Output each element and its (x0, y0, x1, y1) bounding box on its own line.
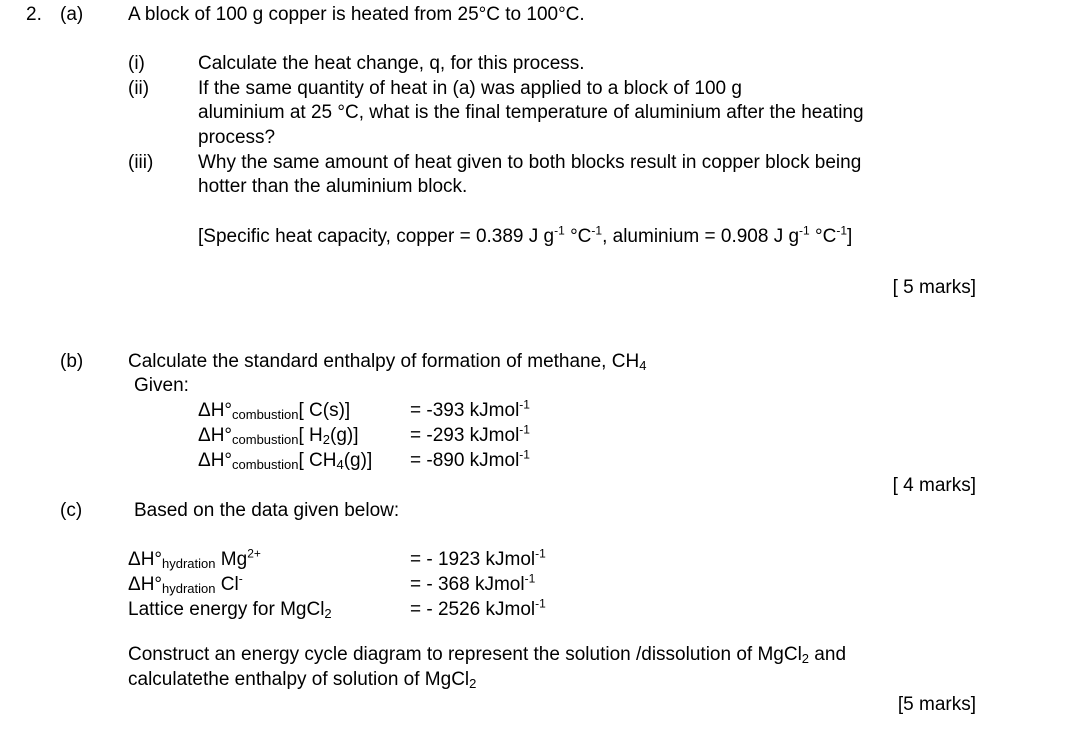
part-c-task-line2: calculatethe enthalpy of solution of MgCl$_2$ (128, 669, 477, 691)
subpart-iii-line1: Why the same amount of heat given to both blocks result in copper block being (198, 152, 862, 173)
hydration-row-chloride: $\Delta H^\circ_{hydration}$ Cl- (128, 571, 243, 596)
part-b-label: (b) (60, 351, 84, 372)
lattice-energy-value: = - 2526 kJmol$^{-1}$ (410, 596, 546, 620)
subpart-ii-label: (ii) (128, 78, 150, 99)
lattice-energy-label: Lattice energy for MgCl$_2$ (128, 599, 332, 621)
subpart-iii-label: (iii) (128, 152, 154, 173)
combustion-row-methane: $\Delta H^\circ_{combustion}$[ $CH_4(g)$] (198, 450, 373, 472)
part-a-marks: [ 5 marks] (892, 277, 976, 298)
hydration-value-chloride: = - 368 kJmol$^{-1}$ (410, 571, 536, 595)
subpart-ii-line3: process? (198, 127, 276, 148)
subpart-i-label: (i) (128, 53, 145, 74)
question-number: 2. (26, 4, 42, 25)
part-c-label: (c) (60, 500, 83, 521)
part-b-stem: Calculate the standard enthalpy of formation of methane, $CH_4$ (128, 351, 647, 373)
combustion-row-carbon: $\Delta H^\circ_{combustion}$[ C(s)] (198, 400, 351, 422)
part-b-given: Given: (134, 375, 189, 396)
combustion-value-carbon: = -393 kJmol$^{-1}$ (410, 397, 530, 421)
subpart-ii-line2: aluminium at 25 °C, what is the final temperature of aluminium after the heating (198, 102, 864, 123)
part-c-task-line1: Construct an energy cycle diagram to represent the solution /dissolution of MgCl$_2$ and (128, 644, 847, 666)
part-a-stem: A block of 100 g copper is heated from 25°C to 100°C. (128, 4, 585, 25)
hydration-row-magnesium: $\Delta H^\circ_{hydration}$ $Mg^{2+}$ (128, 546, 261, 571)
subpart-i-text: Calculate the heat change, q, for this process. (198, 53, 585, 74)
part-c-marks: [5 marks] (897, 694, 976, 715)
specific-heat-capacity-note: [Specific heat capacity, copper = 0.389 J $g^{-1}$ $^\circ C^{-1}$, aluminium = 0.908 J $g^{-1}$ $^\circ C^{-1}$] (198, 223, 853, 247)
subpart-ii-line1: If the same quantity of heat in (a) was applied to a block of 100 g (198, 78, 742, 99)
combustion-value-methane: = -890 kJmol$^{-1}$ (410, 447, 530, 471)
combustion-value-hydrogen: = -293 kJmol$^{-1}$ (410, 422, 530, 446)
part-c-stem: Based on the data given below: (134, 500, 400, 521)
part-a-label: (a) (60, 4, 84, 25)
hydration-value-magnesium: = - 1923 kJmol$^{-1}$ (410, 546, 546, 570)
part-b-marks: [ 4 marks] (892, 475, 976, 496)
subpart-iii-line2: hotter than the aluminium block. (198, 176, 468, 197)
combustion-row-hydrogen: $\Delta H^\circ_{combustion}$[ $H_2(g)$] (198, 425, 359, 447)
